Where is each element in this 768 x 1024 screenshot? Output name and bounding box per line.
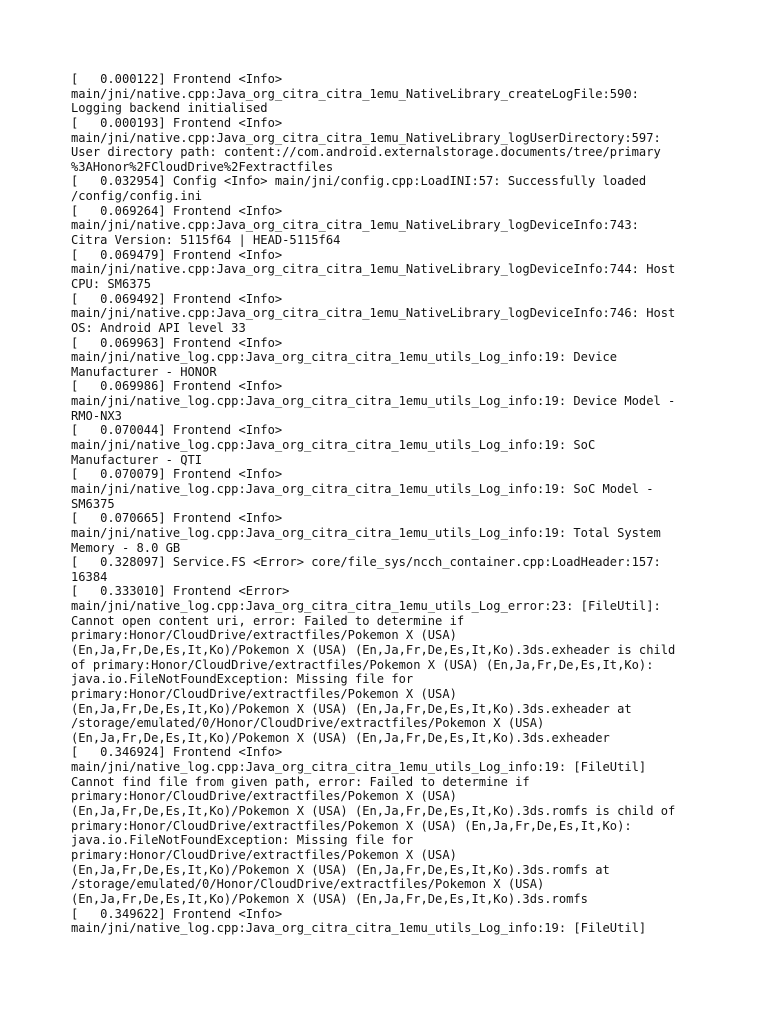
log-line: OS: Android API level 33: [71, 320, 246, 335]
log-line: main/jni/native_log.cpp:Java_org_citra_citra_1emu_utils_Log_info:19: Device: [71, 350, 618, 365]
log-line: Manufacturer - HONOR: [71, 364, 217, 379]
log-line: main/jni/native_log.cpp:Java_org_citra_citra_1emu_utils_Log_info:19: Device Model -: [71, 394, 676, 409]
log-line: [ 0.328097] Service.FS <Error> core/file_sys/ncch_container.cpp:LoadHeader:157:: [71, 555, 661, 570]
log-line: main/jni/native.cpp:Java_org_citra_citra_1emu_NativeLibrary_logUserDirectory:597:: [71, 130, 661, 145]
log-line: [ 0.069963] Frontend <Info>: [71, 335, 283, 350]
log-line: [ 0.032954] Config <Info> main/jni/config.cpp:LoadINI:57: Successfully loaded: [71, 174, 647, 189]
log-line: Memory - 8.0 GB: [71, 540, 181, 555]
log-line: [ 0.000193] Frontend <Info>: [71, 115, 283, 130]
log-line: Cannot find file from given path, error: Failed to determine if: [71, 774, 530, 789]
log-line: (En,Ja,Fr,De,Es,It,Ko)/Pokemon X (USA) (En,Ja,Fr,De,Es,It,Ko).3ds.exheader: [71, 730, 610, 745]
log-line: SM6375: [71, 496, 115, 511]
log-line: main/jni/native.cpp:Java_org_citra_citra_1emu_NativeLibrary_logDeviceInfo:743:: [71, 218, 639, 233]
log-line: %3AHonor%2FCloudDrive%2Fextractfiles: [71, 159, 334, 174]
log-line: [ 0.000122] Frontend <Info>: [71, 72, 283, 86]
log-line: CPU: SM6375: [71, 276, 152, 291]
log-line: main/jni/native_log.cpp:Java_org_citra_citra_1emu_utils_Log_info:19: [FileUtil]: [71, 760, 647, 775]
log-line: (En,Ja,Fr,De,Es,It,Ko)/Pokemon X (USA) (En,Ja,Fr,De,Es,It,Ko).3ds.exheader is child: [71, 642, 676, 657]
log-line: /storage/emulated/0/Honor/CloudDrive/extractfiles/Pokemon X (USA): [71, 716, 545, 731]
log-line: RMO-NX3: [71, 408, 122, 423]
log-line: main/jni/native_log.cpp:Java_org_citra_citra_1emu_utils_Log_info:19: [FileUtil]: [71, 921, 647, 936]
log-line: Manufacturer - QTI: [71, 452, 203, 467]
log-line: java.io.FileNotFoundException: Missing file for: [71, 833, 414, 848]
log-line: 16384: [71, 569, 108, 584]
log-line: [ 0.069986] Frontend <Info>: [71, 379, 283, 394]
log-line: (En,Ja,Fr,De,Es,It,Ko)/Pokemon X (USA) (En,Ja,Fr,De,Es,It,Ko).3ds.romfs is child of: [71, 804, 676, 819]
log-line: main/jni/native_log.cpp:Java_org_citra_citra_1emu_utils_Log_info:19: Total System: [71, 525, 661, 540]
log-line: primary:Honor/CloudDrive/extractfiles/Pokemon X (USA): [71, 789, 457, 804]
log-line: /storage/emulated/0/Honor/CloudDrive/extractfiles/Pokemon X (USA): [71, 877, 545, 892]
log-line: primary:Honor/CloudDrive/extractfiles/Pokemon X (USA): [71, 847, 457, 862]
log-line: [ 0.069492] Frontend <Info>: [71, 291, 283, 306]
log-line: primary:Honor/CloudDrive/extractfiles/Pokemon X (USA): [71, 628, 457, 643]
log-line: [ 0.069479] Frontend <Info>: [71, 247, 283, 262]
log-line: primary:Honor/CloudDrive/extractfiles/Pokemon X (USA): [71, 686, 457, 701]
log-line: main/jni/native_log.cpp:Java_org_citra_citra_1emu_utils_Log_error:23: [FileUtil]:: [71, 599, 661, 614]
log-line: [ 0.070044] Frontend <Info>: [71, 423, 283, 438]
log-line: [ 0.070665] Frontend <Info>: [71, 511, 283, 526]
log-line: java.io.FileNotFoundException: Missing file for: [71, 672, 414, 687]
log-line: /config/config.ini: [71, 189, 203, 204]
log-line: primary:Honor/CloudDrive/extractfiles/Pokemon X (USA) (En,Ja,Fr,De,Es,It,Ko):: [71, 818, 632, 833]
log-line: main/jni/native.cpp:Java_org_citra_citra_1emu_NativeLibrary_logDeviceInfo:744: Host: [71, 262, 676, 277]
log-line: main/jni/native_log.cpp:Java_org_citra_citra_1emu_utils_Log_info:19: SoC Model -: [71, 481, 654, 496]
log-line: main/jni/native.cpp:Java_org_citra_citra_1emu_NativeLibrary_createLogFile:590:: [71, 86, 639, 101]
log-line: (En,Ja,Fr,De,Es,It,Ko)/Pokemon X (USA) (En,Ja,Fr,De,Es,It,Ko).3ds.romfs at: [71, 862, 610, 877]
log-line: Logging backend initialised: [71, 101, 268, 116]
log-line: Cannot open content uri, error: Failed to determine if: [71, 613, 465, 628]
log-line: main/jni/native.cpp:Java_org_citra_citra_1emu_NativeLibrary_logDeviceInfo:746: Host: [71, 306, 676, 321]
log-line: User directory path: content://com.android.externalstorage.documents/tree/primary: [71, 145, 661, 160]
log-line: Citra Version: 5115f64 | HEAD-5115f64: [71, 233, 341, 248]
log-line: [ 0.070079] Frontend <Info>: [71, 467, 283, 482]
log-line: [ 0.346924] Frontend <Info>: [71, 745, 283, 760]
log-line: [ 0.349622] Frontend <Info>: [71, 906, 283, 921]
log-line: [ 0.069264] Frontend <Info>: [71, 203, 283, 218]
log-line: (En,Ja,Fr,De,Es,It,Ko)/Pokemon X (USA) (En,Ja,Fr,De,Es,It,Ko).3ds.romfs: [71, 891, 588, 906]
log-line: main/jni/native_log.cpp:Java_org_citra_citra_1emu_utils_Log_info:19: SoC: [71, 438, 596, 453]
log-line: [ 0.333010] Frontend <Error>: [71, 584, 290, 599]
log-line: of primary:Honor/CloudDrive/extractfiles/Pokemon X (USA) (En,Ja,Fr,De,Es,It,Ko):: [71, 657, 654, 672]
log-line: (En,Ja,Fr,De,Es,It,Ko)/Pokemon X (USA) (En,Ja,Fr,De,Es,It,Ko).3ds.exheader at: [71, 701, 632, 716]
log-text-block: [71, 72, 711, 936]
